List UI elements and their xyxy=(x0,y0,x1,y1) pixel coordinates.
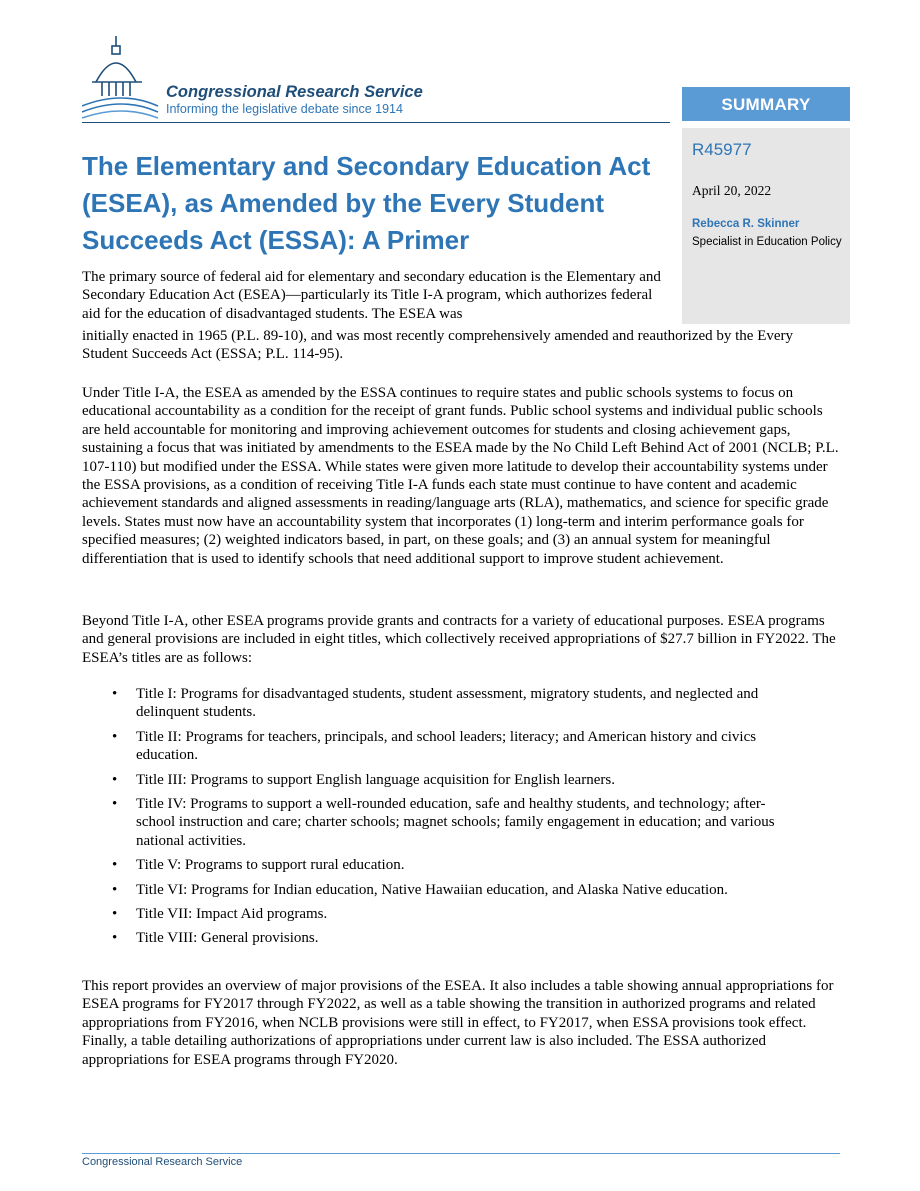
author-title: Specialist in Education Policy xyxy=(692,236,842,248)
list-item-text: Title VI: Programs for Indian education, Native Hawaiian education, and Alaska Native education. xyxy=(136,881,728,898)
bullet-icon: • xyxy=(112,930,118,947)
list-item-text: Title VIII: General provisions. xyxy=(136,930,319,947)
list-item xyxy=(112,881,792,899)
report-number: R45977 xyxy=(692,140,752,159)
list-item xyxy=(112,685,792,722)
bullet-icon: • xyxy=(112,906,118,923)
capitol-dome-icon xyxy=(82,34,162,124)
header-divider xyxy=(82,122,670,123)
org-tagline: Informing the legislative debate since 1914 xyxy=(166,102,403,116)
list-item-text: Title III: Programs to support English language acquisition for English learners. xyxy=(136,771,615,788)
bullet-icon: • xyxy=(112,857,118,874)
list-item xyxy=(112,929,792,947)
list-item-text: Title VII: Impact Aid programs. xyxy=(136,906,328,923)
list-item xyxy=(112,795,792,850)
bullet-icon: • xyxy=(112,796,118,813)
list-item-text: Title IV: Programs to support a well-rounded education, safe and healthy students, and technology; after-school instruction and care; charter schools; magnet schools; family engagement in education; and various national activities. xyxy=(136,796,775,849)
esea-titles-list xyxy=(112,685,792,954)
list-item xyxy=(112,771,792,789)
list-item-text: Title II: Programs for teachers, principals, and school leaders; literacy; and American history and civics education. xyxy=(136,728,757,764)
org-name: Congressional Research Service xyxy=(166,83,423,101)
summary-label: SUMMARY xyxy=(682,87,850,121)
page-title: The Elementary and Secondary Education Act (ESEA), as Amended by the Every Student Succeeds Act (ESSA): A Primer xyxy=(82,151,651,255)
author-name[interactable]: Rebecca R. Skinner xyxy=(692,218,800,230)
report-date: April 20, 2022 xyxy=(692,183,772,198)
paragraph-report-overview: This report provides an overview of major provisions of the ESEA. It also includes a table showing annual appropriations for ESEA programs for FY2017 through FY2022, as well as a table showing the transition in authorized programs and related appropriations from FY2016, when NCLB provisions were still in effect, to FY2017, when ESSA provisions took effect. Finally, a table detailing authorizations of appropriations under current law is also included. The ESSA authorized appropriations for ESEA programs through FY2020. xyxy=(82,978,834,1068)
paragraph-other-programs: Beyond Title I-A, other ESEA programs provide grants and contracts for a variety of educational purposes. ESEA programs and general provisions are included in eight titles, which collectively received appropriations of $27.7 billion in FY2022. The ESEA’s titles are as follows: xyxy=(82,613,836,666)
summary-sidebar xyxy=(682,87,850,324)
bullet-icon: • xyxy=(112,771,118,788)
footer-org-name: Congressional Research Service xyxy=(82,1156,243,1168)
paragraph-intro-part2: initially enacted in 1965 (P.L. 89-10), and was most recently comprehensively amended and reauthorized by the Every Student Succeeds Act (ESSA; P.L. 114-95). xyxy=(82,328,794,363)
paragraph-title-1a: Under Title I-A, the ESEA as amended by the ESSA continues to require states and public schools systems to focus on educational accountability as a condition for the receipt of grant funds. Public school systems and individual public schools are held accountable for monitoring and improving achievement outcomes for students and closing achievement gaps, sustaining a focus that was initiated by amendments to the ESEA made by the No Child Left Behind Act of 2001 (NCLB; P.L. 107-110) but modified under the ESSA. While states were given more latitude to develop their accountability systems under the ESSA provisions, as a condition of receiving Title I-A funds each state must continue to have content and academic achievement standards and aligned assessments in reading/language arts (RLA), mathematics, and science for specific grade levels. States must now have an accountability system that incorporates (1) long-term and interim performance goals for specified measures; (2) weighted indicators based, in part, on these goals; and (3) an annual system for meaningful differentiation that is used to identify schools that need additional support to improve student achievement. xyxy=(82,385,839,567)
bullet-icon: • xyxy=(112,728,118,745)
list-item xyxy=(112,856,792,874)
list-item-text: Title I: Programs for disadvantaged students, student assessment, migratory students, and neglected and delinquent students. xyxy=(136,686,759,721)
paragraph-intro-part1: The primary source of federal aid for elementary and secondary education is the Elementary and Secondary Education Act (ESEA)—particularly its Title I-A program, which authorizes federal aid for the education of disadvantaged students. The ESEA was xyxy=(82,269,661,322)
list-item-text: Title V: Programs to support rural education. xyxy=(136,857,405,874)
footer-divider xyxy=(82,1153,840,1154)
bullet-icon: • xyxy=(112,686,118,702)
list-item xyxy=(112,905,792,923)
bullet-icon: • xyxy=(112,881,118,898)
report-info-panel xyxy=(682,128,850,324)
list-item xyxy=(112,728,792,765)
